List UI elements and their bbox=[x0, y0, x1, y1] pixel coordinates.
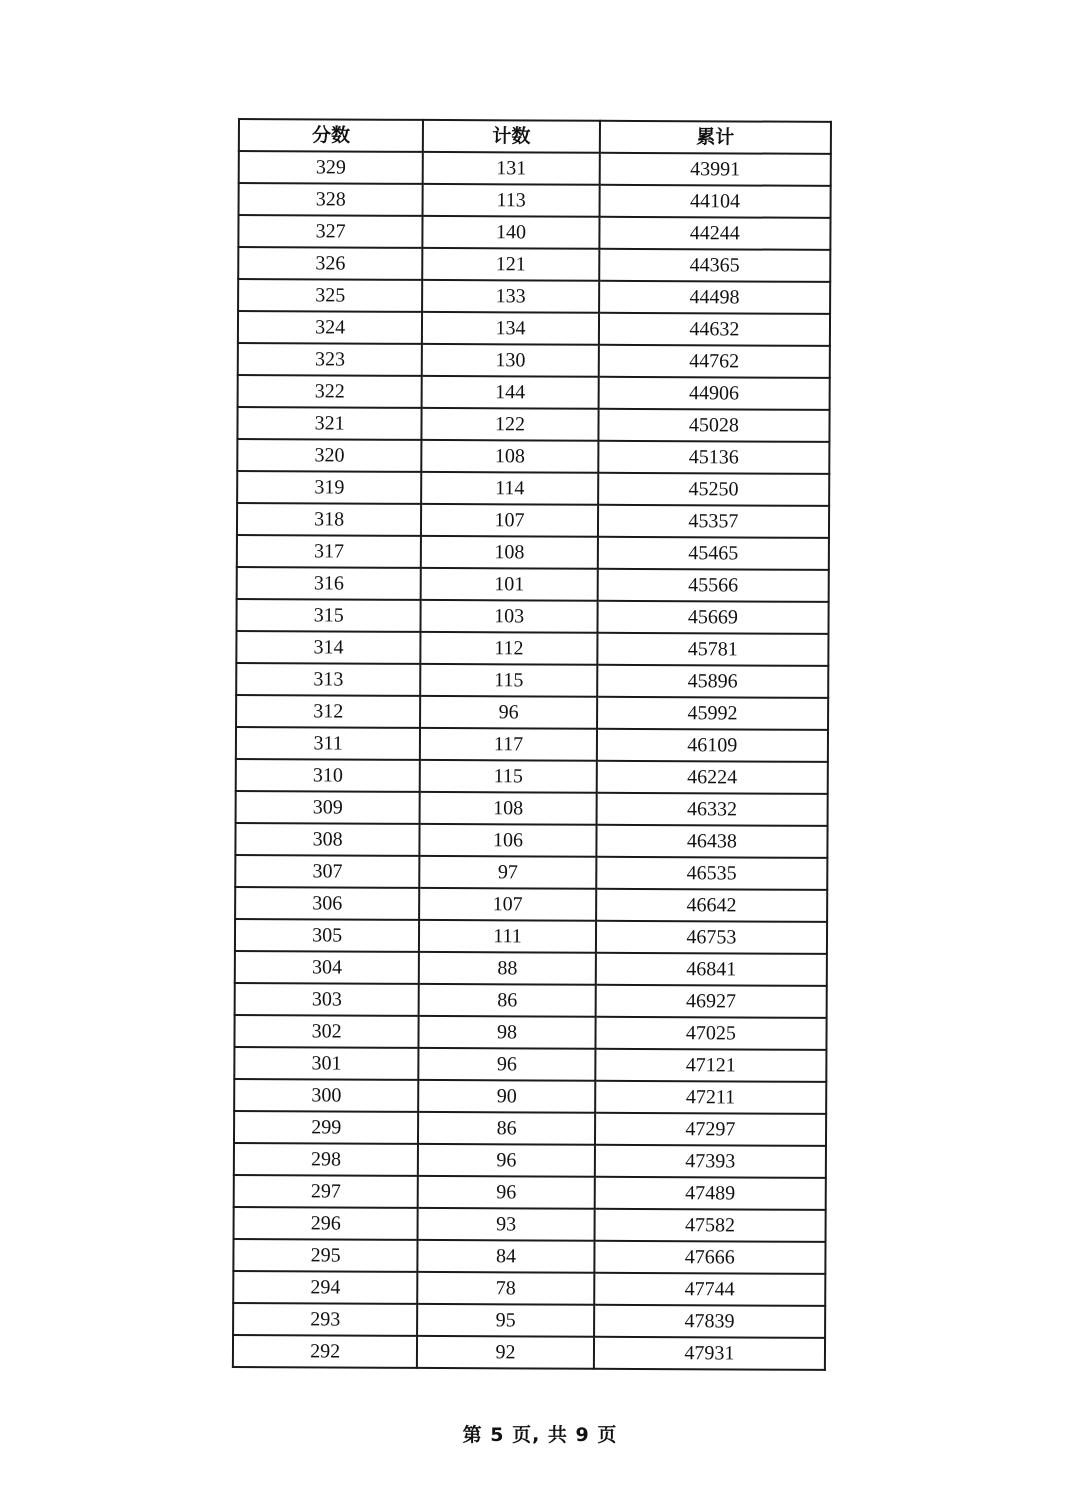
cell-cumulative: 47839 bbox=[594, 1305, 825, 1338]
cell-score: 315 bbox=[236, 599, 421, 632]
cell-score: 301 bbox=[234, 1047, 419, 1080]
cell-count: 117 bbox=[420, 728, 597, 761]
table-row bbox=[238, 311, 830, 346]
cell-cumulative: 47297 bbox=[595, 1113, 826, 1146]
cell-score: 300 bbox=[234, 1079, 419, 1112]
cell-count: 134 bbox=[422, 312, 599, 345]
table-row bbox=[237, 535, 829, 570]
table-row bbox=[234, 1175, 826, 1210]
cell-count: 97 bbox=[420, 856, 597, 889]
cell-score: 319 bbox=[237, 471, 422, 504]
cell-count: 140 bbox=[423, 216, 600, 249]
cell-score: 312 bbox=[236, 695, 421, 728]
table-row bbox=[238, 247, 830, 282]
table-row bbox=[238, 279, 830, 314]
cell-count: 122 bbox=[422, 408, 599, 441]
table-row bbox=[236, 695, 828, 730]
table-row bbox=[237, 439, 829, 474]
table-row bbox=[236, 759, 828, 794]
cell-cumulative: 47666 bbox=[594, 1241, 825, 1274]
page-number-footer: 第 5 页, 共 9 页 bbox=[462, 1424, 618, 1446]
cell-cumulative: 45465 bbox=[598, 537, 829, 570]
cell-score: 322 bbox=[238, 375, 423, 408]
cell-cumulative: 47211 bbox=[595, 1081, 826, 1114]
cell-cumulative: 43991 bbox=[599, 153, 830, 186]
cell-count: 108 bbox=[421, 536, 598, 569]
cell-count: 108 bbox=[420, 792, 597, 825]
cell-count: 92 bbox=[417, 1336, 594, 1369]
cell-score: 308 bbox=[235, 823, 420, 856]
cell-cumulative: 44906 bbox=[598, 377, 829, 410]
table-row bbox=[236, 599, 828, 634]
table-row bbox=[239, 151, 831, 186]
table-row bbox=[233, 1271, 825, 1306]
cell-score: 328 bbox=[239, 183, 424, 216]
cell-score: 324 bbox=[238, 311, 423, 344]
cell-score: 327 bbox=[238, 215, 423, 248]
cell-count: 84 bbox=[418, 1240, 595, 1273]
cell-count: 90 bbox=[419, 1080, 596, 1113]
cell-score: 307 bbox=[235, 855, 420, 888]
cell-cumulative: 46438 bbox=[596, 825, 827, 858]
table-row bbox=[234, 1079, 826, 1114]
cell-score: 303 bbox=[235, 983, 420, 1016]
cell-score: 329 bbox=[239, 151, 424, 184]
cell-cumulative: 45992 bbox=[597, 697, 828, 730]
table-row bbox=[234, 1047, 826, 1082]
cell-score: 309 bbox=[236, 791, 421, 824]
table-row bbox=[237, 567, 829, 602]
cell-score: 292 bbox=[233, 1335, 418, 1368]
table-row bbox=[237, 503, 829, 538]
table-row bbox=[233, 1303, 825, 1338]
cell-count: 96 bbox=[419, 1048, 596, 1081]
cell-score: 317 bbox=[237, 535, 422, 568]
cell-score: 298 bbox=[234, 1143, 419, 1176]
table-row bbox=[236, 631, 828, 666]
cell-cumulative: 45566 bbox=[597, 569, 828, 602]
table-row bbox=[235, 951, 827, 986]
cell-cumulative: 44498 bbox=[599, 281, 830, 314]
cell-score: 294 bbox=[233, 1271, 418, 1304]
table-row bbox=[235, 983, 827, 1018]
cell-cumulative: 44104 bbox=[599, 185, 830, 218]
cell-cumulative: 45136 bbox=[598, 441, 829, 474]
cell-count: 113 bbox=[423, 184, 600, 217]
table-row bbox=[238, 215, 830, 250]
cell-score: 296 bbox=[234, 1207, 419, 1240]
cell-cumulative: 44365 bbox=[599, 249, 830, 282]
column-header-count: 计数 bbox=[423, 120, 600, 153]
cell-count: 121 bbox=[423, 248, 600, 281]
table-row bbox=[237, 471, 829, 506]
cell-count: 111 bbox=[419, 920, 596, 953]
cell-cumulative: 46927 bbox=[595, 985, 826, 1018]
table-row bbox=[233, 1335, 825, 1370]
cell-cumulative: 45250 bbox=[598, 473, 829, 506]
cell-cumulative: 47393 bbox=[595, 1145, 826, 1178]
cell-count: 93 bbox=[418, 1208, 595, 1241]
cell-score: 316 bbox=[237, 567, 422, 600]
table-row bbox=[233, 1239, 825, 1274]
cell-cumulative: 46642 bbox=[596, 889, 827, 922]
cell-count: 112 bbox=[421, 632, 598, 665]
cell-count: 95 bbox=[417, 1304, 594, 1337]
table-row bbox=[234, 1207, 826, 1242]
cell-cumulative: 44632 bbox=[599, 313, 830, 346]
cell-cumulative: 47744 bbox=[594, 1273, 825, 1306]
cell-score: 323 bbox=[238, 343, 423, 376]
table-row bbox=[236, 791, 828, 826]
cell-count: 133 bbox=[422, 280, 599, 313]
cell-score: 325 bbox=[238, 279, 423, 312]
table-row bbox=[234, 1111, 826, 1146]
table-row bbox=[238, 343, 830, 378]
cell-cumulative: 45028 bbox=[598, 409, 829, 442]
cell-cumulative: 45357 bbox=[598, 505, 829, 538]
cell-score: 305 bbox=[235, 919, 420, 952]
cell-count: 115 bbox=[421, 664, 598, 697]
cell-cumulative: 44244 bbox=[599, 217, 830, 250]
column-header-cumulative: 累计 bbox=[600, 121, 831, 154]
table-row bbox=[235, 823, 827, 858]
cell-cumulative: 46753 bbox=[596, 921, 827, 954]
cell-count: 107 bbox=[419, 888, 596, 921]
cell-score: 299 bbox=[234, 1111, 419, 1144]
cell-cumulative: 46332 bbox=[596, 793, 827, 826]
cell-cumulative: 47582 bbox=[594, 1209, 825, 1242]
cell-cumulative: 47931 bbox=[594, 1337, 825, 1370]
cell-score: 313 bbox=[236, 663, 421, 696]
cell-count: 101 bbox=[421, 568, 598, 601]
cell-count: 107 bbox=[421, 504, 598, 537]
cell-count: 88 bbox=[419, 952, 596, 985]
cell-count: 103 bbox=[421, 600, 598, 633]
table-body bbox=[233, 151, 831, 1370]
cell-score: 318 bbox=[237, 503, 422, 536]
cell-cumulative: 46841 bbox=[596, 953, 827, 986]
table-row bbox=[235, 887, 827, 922]
cell-cumulative: 44762 bbox=[598, 345, 829, 378]
cell-cumulative: 46109 bbox=[597, 729, 828, 762]
cell-score: 321 bbox=[237, 407, 422, 440]
cell-cumulative: 45781 bbox=[597, 633, 828, 666]
cell-count: 106 bbox=[420, 824, 597, 857]
table-row bbox=[236, 727, 828, 762]
table-row bbox=[238, 375, 830, 410]
cell-cumulative: 47025 bbox=[595, 1017, 826, 1050]
cell-cumulative: 47121 bbox=[595, 1049, 826, 1082]
cell-count: 115 bbox=[420, 760, 597, 793]
cell-cumulative: 45896 bbox=[597, 665, 828, 698]
cell-score: 302 bbox=[234, 1015, 419, 1048]
cell-score: 295 bbox=[233, 1239, 418, 1272]
cell-score: 297 bbox=[234, 1175, 419, 1208]
cell-cumulative: 46224 bbox=[596, 761, 827, 794]
cell-count: 108 bbox=[422, 440, 599, 473]
cell-count: 114 bbox=[421, 472, 598, 505]
cell-score: 304 bbox=[235, 951, 420, 984]
cell-count: 96 bbox=[418, 1144, 595, 1177]
cell-cumulative: 47489 bbox=[594, 1177, 825, 1210]
table-row bbox=[237, 407, 829, 442]
cell-count: 86 bbox=[418, 1112, 595, 1145]
score-distribution-table bbox=[232, 118, 832, 1371]
cell-score: 293 bbox=[233, 1303, 418, 1336]
cell-cumulative: 45669 bbox=[597, 601, 828, 634]
cell-count: 96 bbox=[420, 696, 597, 729]
table-header-row bbox=[239, 119, 831, 154]
cell-count: 144 bbox=[422, 376, 599, 409]
table-row bbox=[239, 183, 831, 218]
cell-count: 86 bbox=[419, 984, 596, 1017]
cell-score: 314 bbox=[236, 631, 421, 664]
column-header-score: 分数 bbox=[239, 119, 424, 152]
cell-count: 130 bbox=[422, 344, 599, 377]
table-row bbox=[234, 1143, 826, 1178]
cell-cumulative: 46535 bbox=[596, 857, 827, 890]
cell-count: 131 bbox=[423, 152, 600, 185]
table-row bbox=[236, 663, 828, 698]
cell-count: 98 bbox=[419, 1016, 596, 1049]
cell-score: 320 bbox=[237, 439, 422, 472]
cell-count: 96 bbox=[418, 1176, 595, 1209]
table-row bbox=[235, 855, 827, 890]
cell-score: 311 bbox=[236, 727, 421, 760]
table-row bbox=[235, 919, 827, 954]
cell-score: 326 bbox=[238, 247, 423, 280]
cell-score: 310 bbox=[236, 759, 421, 792]
cell-score: 306 bbox=[235, 887, 420, 920]
cell-count: 78 bbox=[418, 1272, 595, 1305]
table-row bbox=[234, 1015, 826, 1050]
